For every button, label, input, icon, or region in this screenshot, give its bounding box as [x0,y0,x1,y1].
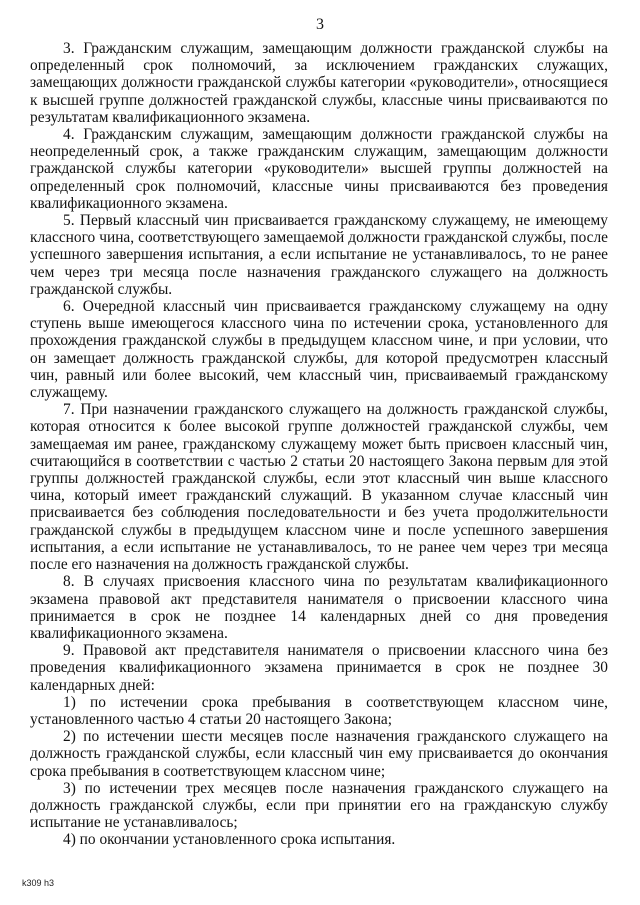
list-item-2: 2) по истечении шести месяцев после назначения гражданского служащего на должность гражданской службы, если классный чин ему присваивается до окончания срока пребывания в соответствующем классном чине; [30,728,608,780]
paragraph-3: 3. Гражданским служащим, замещающим должности гражданской службы на определенный срок полномочий, за исключением гражданских служащих, замещающих должности гражданской службы категории «руководители», относящиеся к высшей группе должностей гражданской службы, классные чины присваиваются по результатам квалификационного экзамена. [30,40,608,126]
document-body [30,40,608,849]
list-item-1: 1) по истечении срока пребывания в соответствующем классном чине, установленного частью 4 статьи 20 настоящего Закона; [30,693,608,728]
paragraph-7: 7. При назначении гражданского служащего на должность гражданской службы, которая относится к более высокой группе должностей гражданской службы, чем замещаемая им ранее, гражданскому служащему может быть присвоен классный чин, считающийся в соответствии с частью 2 статьи 20 настоящего Закона первым для этой группы должностей гражданской службы, если этот классный чин выше классного чина, который имеет гражданский служащий. В указанном случае классный чин присваивается без соблюдения последовательности и без учета продолжительности гражданской службы в предыдущем классном чине и после успешного завершения испытания, а если испытание не устанавливалось, то не ранее чем через три месяца после его назначения на должность гражданской службы. [30,401,608,574]
paragraph-9: 9. Правовой акт представителя нанимателя о присвоении классного чина без проведения квалификационного экзамена принимается в срок не позднее 30 календарных дней: [30,642,608,694]
page-number: 3 [316,16,324,33]
document-code: k309 h3 [22,878,55,888]
paragraph-6: 6. Очередной классный чин присваивается гражданскому служащему на одну ступень выше имеющегося классного чина по истечении срока, установленного для прохождения гражданской службы в предыдущем классном чине, и при условии, что он замещает должность гражданской службы, для которой предусмотрен классный чин, равный или более высокий, чем классный чин, присваиваемый гражданскому служащему. [30,298,608,402]
paragraph-5: 5. Первый классный чин присваивается гражданскому служащему, не имеющему классного чина, соответствующего замещаемой должности гражданской службы, после успешного завершения испытания, а если испытание не устанавливалось, то не ранее чем через три месяца после назначения гражданского служащего на должность гражданской службы. [30,212,608,298]
paragraph-8: 8. В случаях присвоения классного чина по результатам квалификационного экзамена правовой акт представителя нанимателя о присвоении классного чина принимается в срок не позднее 14 календарных дней со дня проведения квалификационного экзамена. [30,573,608,642]
list-item-4: 4) по окончании установленного срока испытания. [63,831,396,849]
list-item-3: 3) по истечении трех месяцев после назначения гражданского служащего на должность гражданской службы, если при принятии его на гражданскую службу испытание не устанавливалось; [30,779,608,832]
paragraph-4: 4. Гражданским служащим, замещающим должности гражданской службы на неопределенный срок, а также гражданским служащим, замещающим должности гражданской службы категории «руководители» высшей группы должностей на определенный срок полномочий, классные чины присваиваются без проведения квалификационного экзамена. [30,126,608,212]
